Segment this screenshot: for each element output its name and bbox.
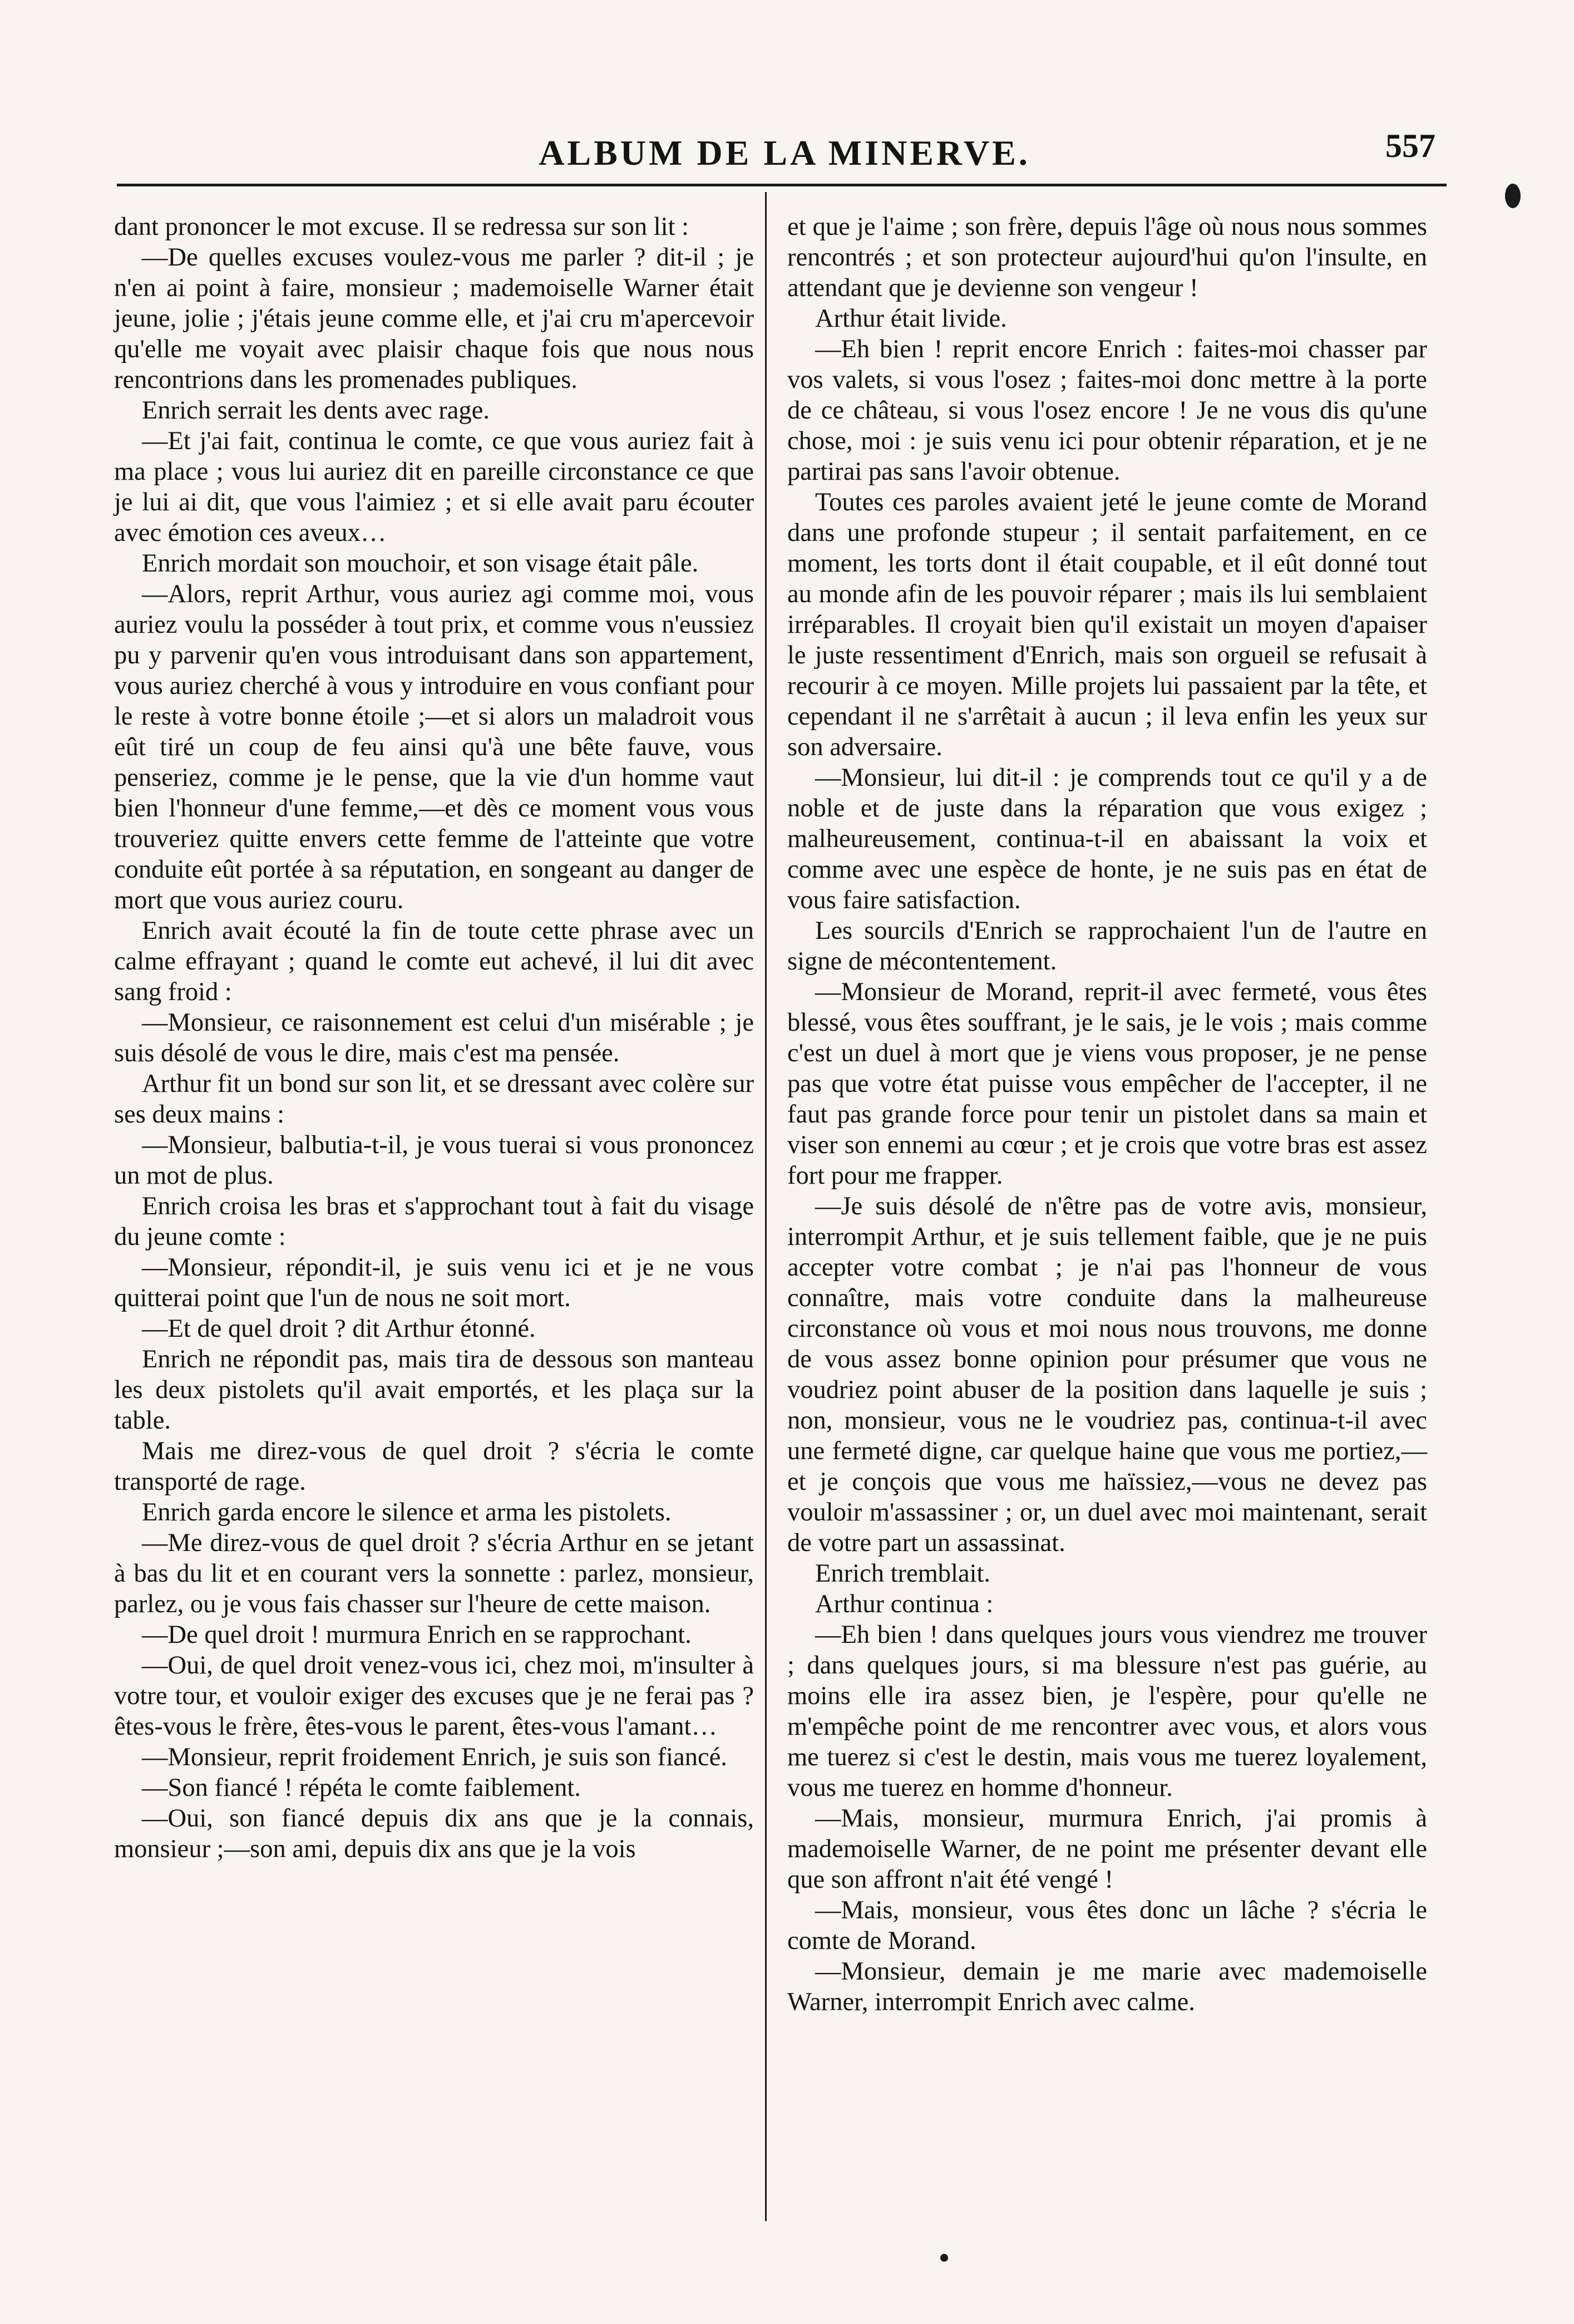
paragraph: —Oui, de quel droit venez-vous ici, chez moi, m'insulter à votre tour, et vouloir exiger des excuses que je ne ferai pas ? êtes-vous le frère, êtes-vous le parent, êtes-vous l'amant…	[114, 1651, 754, 1741]
paragraph: Arthur était livide.	[815, 304, 1007, 333]
paragraph: —Alors, reprit Arthur, vous auriez agi comme moi, vous auriez voulu la posséder à tout prix, et comme vous n'eussiez pu y parvenir qu'en vous introduisant dans son appartement, vous auriez cherché à vous y introduire en vous confiant pour le reste à votre bonne étoile ;—et si alors un maladroit vous eût tiré un coup de feu ainsi qu'à une bête fauve, vous penseriez, comme je le pense, que la vie d'un homme vaut bien l'honneur d'une femme,—et dès ce moment vous vous trouveriez quitte envers cette femme de l'atteinte que votre conduite eût portée à sa réputation, en songeant au danger de mort que vous auriez couru.	[114, 580, 754, 914]
paragraph: et que je l'aime ; son frère, depuis l'âge où nous nous sommes rencontrés ; et son protecteur aujourd'hui qu'on l'insulte, en attendant que je devienne son vengeur !	[787, 213, 1427, 302]
paragraph: dant prononcer le mot excuse. Il se redressa sur son lit :	[114, 213, 689, 241]
paragraph: —Monsieur de Morand, reprit-il avec fermeté, vous êtes blessé, vous êtes souffrant, je le sais, je le vois ; mais comme c'est un duel à mort que je viens vous proposer, je ne pense pas que votre état puisse vous empêcher de l'accepter, il ne faut pas grande force pour tenir un pistolet dans sa main et viser son ennemi au cœur ; et je crois que votre bras est assez fort pour me frapper.	[787, 978, 1427, 1190]
right-column	[787, 211, 1427, 2017]
paragraph: —Monsieur, balbutia-t-il, je vous tuerai si vous prononcez un mot de plus.	[114, 1131, 754, 1190]
paragraph: —Et j'ai fait, continua le comte, ce que vous auriez fait à ma place ; vous lui auriez dit en pareille circonstance ce que je lui ai dit, que vous l'aimiez ; et si elle avait paru écouter avec émotion ces aveux…	[114, 427, 754, 547]
paragraph: Mais me direz-vous de quel droit ? s'écria le comte transporté de rage.	[114, 1437, 754, 1496]
page-header	[111, 117, 1458, 178]
paragraph: Les sourcils d'Enrich se rapprochaient l'un de l'autre en signe de mécontentement.	[787, 917, 1427, 976]
paragraph: Arthur continua :	[815, 1590, 994, 1618]
header-rule	[117, 184, 1447, 186]
ink-blot	[1505, 184, 1521, 208]
paragraph: —De quelles excuses voulez-vous me parler ? dit-il ; je n'en ai point à faire, monsieur ; mademoiselle Warner était jeune, jolie ; j'étais jeune comme elle, et j'ai cru m'apercevoir qu'elle me voyait avec plaisir chaque fois que nous nous rencontrions dans les promenades publiques.	[114, 243, 754, 394]
paragraph: Arthur fit un bond sur son lit, et se dressant avec colère sur ses deux mains :	[114, 1070, 754, 1129]
paragraph: —Me direz-vous de quel droit ? s'écria Arthur en se jetant à bas du lit et en courant vers la sonnette : parlez, monsieur, parlez, ou je vous fais chasser sur l'heure de cette maison.	[114, 1529, 754, 1618]
paragraph: Enrich mordait son mouchoir, et son visage était pâle.	[142, 549, 699, 578]
paragraph: —Eh bien ! dans quelques jours vous viendrez me trouver ; dans quelques jours, si ma blessure n'est pas guérie, au moins elle ira assez bien, je l'espère, pour qu'elle ne m'empêche point de me rencontrer avec vous, et alors vous me tuerez si c'est le destin, mais vous me tuerez loyalement, vous me tuerez en homme d'honneur.	[787, 1621, 1427, 1802]
paragraph: Enrich garda encore le silence et arma les pistolets.	[142, 1498, 672, 1527]
paragraph: —Oui, son fiancé depuis dix ans que je la connais, monsieur ;—son ami, depuis dix ans que je la vois	[114, 1804, 754, 1863]
paragraph: —Monsieur, ce raisonnement est celui d'un misérable ; je suis désolé de vous le dire, mais c'est ma pensée.	[114, 1008, 754, 1067]
paragraph: —Mais, monsieur, vous êtes donc un lâche ? s'écria le comte de Morand.	[787, 1896, 1427, 1955]
paragraph: —Mais, monsieur, murmura Enrich, j'ai promis à mademoiselle Warner, de ne point me présenter devant elle que son affront n'ait été vengé !	[787, 1804, 1427, 1894]
paragraph: Enrich croisa les bras et s'approchant tout à fait du visage du jeune comte :	[114, 1192, 754, 1251]
paragraph: —De quel droit ! murmura Enrich en se rapprochant.	[142, 1621, 692, 1649]
paragraph: Enrich tremblait.	[815, 1559, 991, 1588]
paragraph: Enrich ne répondit pas, mais tira de dessous son manteau les deux pistolets qu'il avait emportés, et les plaça sur la table.	[114, 1345, 754, 1435]
paragraph: —Monsieur, demain je me marie avec mademoiselle Warner, interrompit Enrich avec calme.	[787, 1957, 1427, 2016]
paragraph: —Monsieur, répondit-il, je suis venu ici et je ne vous quitterai point que l'un de nous ne soit mort.	[114, 1253, 754, 1312]
paragraph: —Eh bien ! reprit encore Enrich : faites-moi chasser par vos valets, si vous l'osez ; faites-moi donc mettre à la porte de ce château, si vous l'osez encore ! Je ne vous dis qu'une chose, moi : je suis venu ici pour obtenir réparation, et je ne partirai pas sans l'avoir obtenue.	[787, 335, 1427, 486]
paragraph: —Monsieur, lui dit-il : je comprends tout ce qu'il y a de noble et de juste dans la réparation que vous exigez ; malheureusement, continua-t-il en abaissant la voix et comme avec une espèce de honte, je ne suis pas en état de vous faire satisfaction.	[787, 764, 1427, 914]
page-number: 557	[1385, 127, 1435, 164]
paragraph: Enrich avait écouté la fin de toute cette phrase avec un calme effrayant ; quand le comte eut achevé, il lui dit avec sang froid :	[114, 917, 754, 1006]
paragraph: Enrich serrait les dents avec rage.	[142, 396, 490, 425]
paragraph: Toutes ces paroles avaient jeté le jeune comte de Morand dans une profonde stupeur ; il sentait parfaitement, en ce moment, les torts dont il était coupable, et il eût donné tout au monde afin de les pouvoir réparer ; mais ils lui semblaient irréparables. Il croyait bien qu'il existait un moyen d'apaiser le juste ressentiment d'Enrich, mais son orgueil se refusait à recourir à ce moyen. Mille projets lui passaient par la tête, et cependant il ne s'arrêtait à aucun ; il leva enfin les yeux sur son adversaire.	[787, 488, 1427, 761]
paragraph: —Je suis désolé de n'être pas de votre avis, monsieur, interrompit Arthur, et je suis tellement faible, que je ne puis accepter votre combat ; je n'ai pas l'honneur de vous connaître, mais votre conduite dans la malheureuse circonstance où vous et moi nous nous trouvons, me donne de vous assez bonne opinion pour présumer que vous ne voudriez point abuser de la position dans laquelle je suis ; non, monsieur, vous ne le voudriez pas, continua-t-il avec une fermeté digne, car quelque haine que vous me portiez,—et je conçois que vous me haïssiez,—vous ne devez pas vouloir m'assassiner ; or, un duel avec moi maintenant, serait de votre part un assassinat.	[787, 1192, 1427, 1557]
paragraph: —Son fiancé ! répéta le comte faiblement.	[142, 1774, 581, 1802]
journal-title: ALBUM DE LA MINERVE.	[539, 133, 1030, 173]
column-divider	[765, 192, 767, 2221]
left-column	[114, 211, 754, 1864]
ink-dot	[940, 2254, 948, 2262]
paragraph: —Et de quel droit ? dit Arthur étonné.	[142, 1314, 536, 1343]
paragraph: —Monsieur, reprit froidement Enrich, je suis son fiancé.	[142, 1743, 727, 1771]
